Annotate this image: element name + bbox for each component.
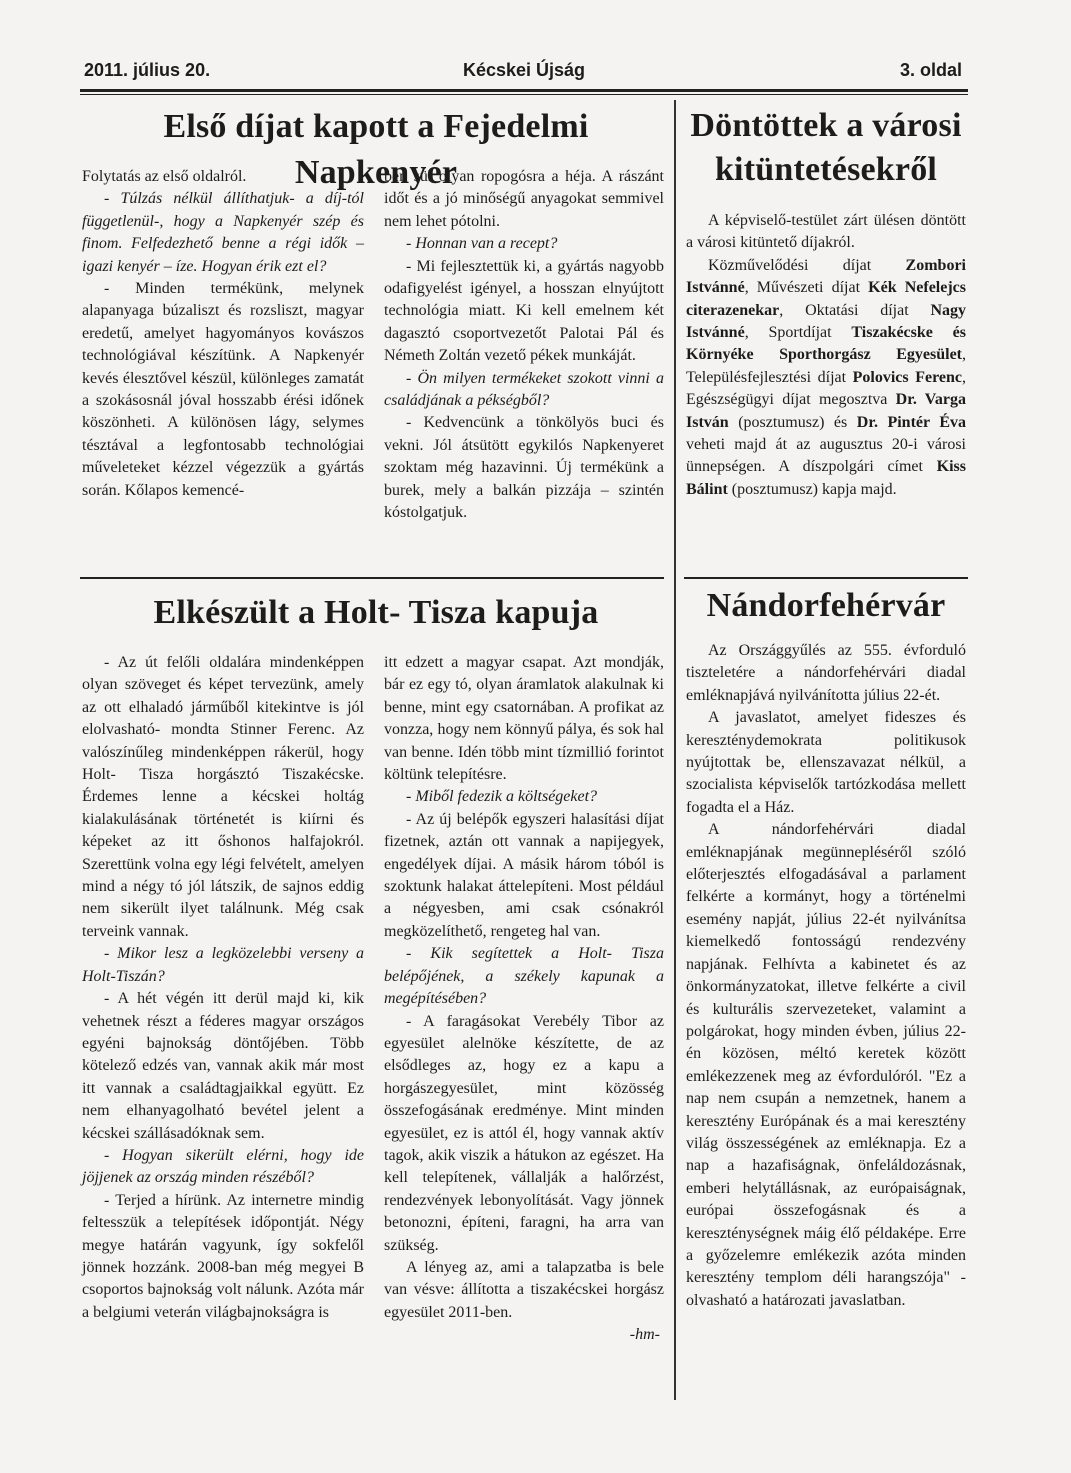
question: - Ön milyen termékeket szokott vinni a családjának a pékségből? [384,369,664,410]
answer: - A faragásokat Verebély Tibor az egyesület alelnöke készítette, de az elsődleges az, hogy ez a kapu a horgászegyesület, mint közösség összefogásának eredménye. Mint minden egyesület, ez is attól él, hogy vannak aktív tagok, akik viszik a hátukon az egészet. Ha kell telepítenek, vállalják a halőrzést, rendezvények lebonyolítását. Vagy jönnek betonozni, építeni, faragni, ha arra van szükség. [384,1012,664,1254]
answer: - Minden termékünk, melynek alapanyaga búzaliszt és rozsliszt, magyar eredetű, amelyet hagyományos kovászos technológiával készítünk. A Napkenyér kevés élesztővel készül, különleges zamatát a szokásosnál jóval hosszabb érési időnek köszönheti. A különösen lágy, selymes tésztával a legfontosabb technológiai műveleteket kézzel végezzük a gyártás során. Kőlapos kemencé- [82,280,364,499]
awards-paragraph: Közművelődési díjat Zombori Istvánné, Művészeti díjat Kék Nefelejcs citerazenekar, Oktatási díjat Nagy Istvánné, Sportdíjat Tiszakécske és Környéke Sporthorgász Egyesület, Településfejlesztési díjat Polovics Ferenc, Egészségügyi díjat megosztva Dr. Varga István (posztumusz) és Dr. Pintér Éva veheti majd át az augusztus 20-i városi ünnepségen. A díszpolgári címet Kiss Bálint (posztumusz) kapja majd. [686,256,967,498]
paragraph: A javaslatot, amelyet fideszes és kereszténydemokrata politikusok nyújtottak be, ellenszavazat nélkül, a szocialista képviselők tartózkodása mellett fogadta el a Ház. [686,709,966,816]
article-title-nandorfehervar: Nándorfehérvár [706,587,946,624]
continuation-note: Folytatás az első oldalról. [82,168,247,185]
closing-paragraph: A lényeg az, ami a talapzatba is bele van vésve: állította a tiszakécskei horgász egyesület 2011-ben. [384,1258,664,1321]
issue-date: 2011. július 20. [84,60,211,80]
page-number: 3. oldal [899,60,962,80]
question: - Miből fedezik a költségeket? [406,788,598,806]
question: - Mikor lesz a legközelebbi verseny a Holt-Tiszán? [82,945,364,985]
page-header [82,60,966,88]
answer: - Az út felőli oldalára mindenképpen olyan szöveget és képet tervezünk, amely az ott elhaladó járműből kitekintve is jól elolvasható- mondta Stinner Ferenc. Az valószínűleg mindenképpen rákerül, hogy Holt- Tisza horgásztó Tiszakécske. Érdemes lenne a kécskei holtág kialakulásának történetét is kiírni és képeket az itt őshonos halfajokról. Szerettünk volna egy légi felvételt, amelyen mind a négy tó jól látszik, de sajnos eddig nem sikerült ilyet találnunk. Még csak terveink vannak. [82,654,364,940]
question: - Túlzás nélkül állíthatjuk- a díj-tól függetlenül-, hogy a Napkenyér szép és finom. Felfedezhető benne a régi idők – igazi kenyér – íze. Hogyan érik ezt el? [82,190,364,275]
section-divider [80,577,664,579]
answer-continued: ben sül olyan ropogósra a héja. A rászánt időt és a jó minőségű anyagokat semmivel nem lehet pótolni. [384,168,664,230]
napkenyer-column-2 [384,166,664,525]
section-divider [684,577,968,579]
article-title-holttisza: Elkészült a Holt- Tisza kapuja [153,594,599,631]
answer: - Kedvencünk a tönkölyös buci és vekni. Jól átsütött egykilós Napkenyeret szoktam még hazavinni. Új termékünk a burek, mely a balkán pizzája – szintén kóstolgatjuk. [384,414,664,522]
holttisza-column-1 [82,652,364,1324]
answer-continued: itt edzett a magyar csapat. Azt mondják, bár ez egy tó, olyan áramlatok alakulnak ki benne, mint egy csatornában. A profikat az vonzza, hogy nem könnyű pálya, és sok hal van benne. Idén több mint tízmillió forintot költünk telepítésre. [384,654,664,784]
article-title-kituntetesek: Döntöttek a városi kitüntetésekről [690,107,962,188]
paragraph: A nándorfehérvári diadal emléknapjának megünnepléséről szóló előterjesztés elfogadásával a parlament felkérte a kormányt, hogy a történelmi esemény napját, július 22-ét nyilvánítsa kiemelkedő fontosságú rendezvény napjának. Felhívta a kabinetet és az önkormányzatokat, illetve felkérte a civil és kulturális szervezeteket, valamint a polgárokat, hogy minden évben, július 22-én közösen, méltó keretek között emlékezzenek meg az évfordulóról. "Ez a nap nem csupán a nemzetnek, hanem a keresztény Európának és a mai keresztény világ összességének az emléknapja. Ez a nap a hazafiságnak, önfeláldozásnak, emberi helytállásnak, az európaiságnak, európai összefogásnak és a kereszténységnek máig élő példaképe. Erre a győzelemre emlékezik azóta minden keresztény templom déli harangszója" - olvasható a határozati javaslatban. [686,821,966,1309]
header-rule-thin [80,94,968,95]
answer: - Az új belépők egyszeri halasítási díjat fizetnek, aztán ott vannak a napijegyek, engedélyek díjai. A másik három tóból is szoktunk halakat áttelepíteni. Most például a négyesben, ami csak csónakról megközelíthető, rengeteg hal van. [384,810,664,940]
newspaper-name: Kécskei Újság [462,60,586,80]
article-title-napkenyer: Első díjat kapott a Fejedelmi Napkenyér [163,108,589,191]
holttisza-column-2 [384,652,664,1347]
author-signature: -hm- [629,1326,660,1344]
answer: - Mi fejlesztettük ki, a gyártás nagyobb odafigyelést igényel, a hosszan elnyújtott technológia miatt. Ki kell emelnem két dagasztó csoportvezetőt Palotai Pál és Németh Zoltán vezető pékek munkáját. [384,257,664,365]
answer: - A hét végén itt derül majd ki, kik vehetnek részt a féderes magyar országos egyéni bajnokság döntőjében. Több kötelező edzés van, vannak akik már most itt vannak a családtagjaikkal együtt. Ez nem elhanyagolható bevétel jelent a kécskei szállásadóknak sem. [82,990,364,1142]
column-divider [674,100,676,1400]
header-rule [80,89,968,92]
question: - Honnan van a recept? [406,235,558,253]
question: - Kik segítettek a Holt- Tisza belépőjének, a székely kapunak a megépítésében? [384,945,664,1008]
kituntetesek-body [686,210,966,501]
napkenyer-column-1 [82,166,364,502]
answer: - Terjed a hírünk. Az internetre mindig feltesszük a telepítések időpontját. Négy megye határán vagyunk, így sokfelől jönnek hozzánk. 2008-ban még megyei B csoportos bajnokság volt nálunk. Azóta már a belgiumi veterán világbajnokságra is [82,1191,364,1321]
paragraph: Az Országgyűlés az 555. évforduló tiszteletére a nándorfehérvári diadal emléknapjává nyilvánította július 22-ét. [686,642,966,704]
intro-paragraph: A képviselő-testület zárt ülésen döntött a városi kitüntető díjakról. [686,212,966,252]
nandorfehervar-body [686,640,966,1312]
question: - Hogyan sikerült elérni, hogy ide jöjjenek az ország minden részéből? [82,1146,364,1187]
